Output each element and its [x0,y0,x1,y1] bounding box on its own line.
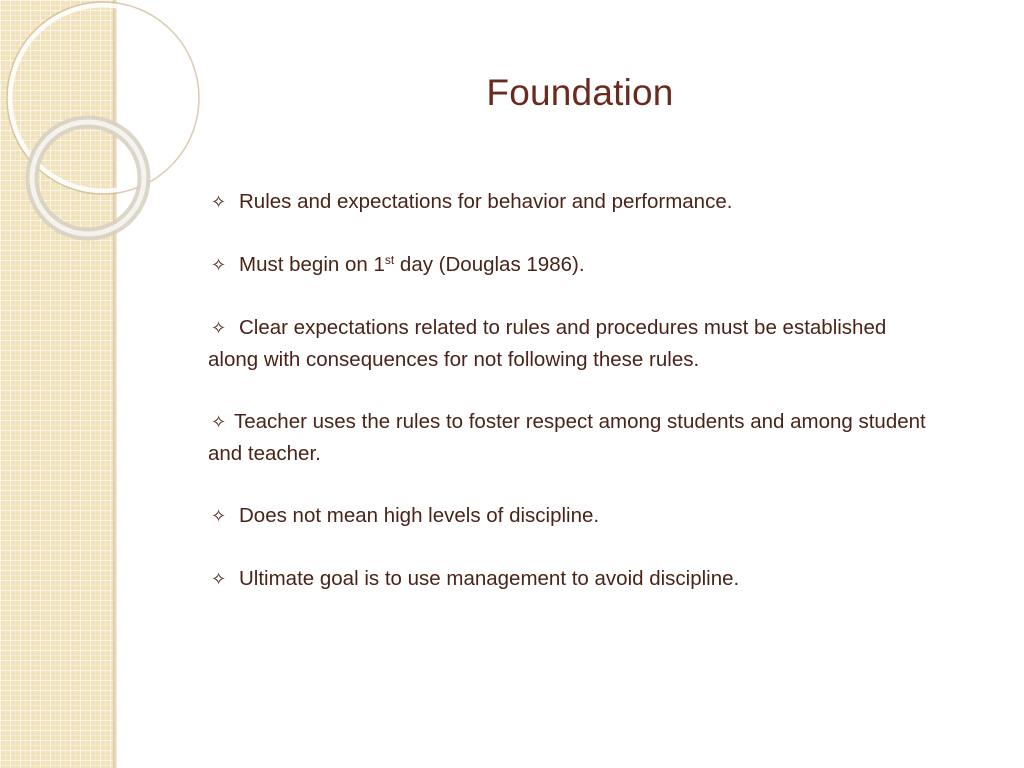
bullet-item [208,563,928,595]
bullet-list [208,186,928,626]
bullet-text: Clear expectations related to rules and procedures must be established along with consequences for not following these rules. [208,316,887,371]
bullet-text: Teacher uses the rules to foster respect among students and among student and teacher. [208,410,926,465]
bullet-item [208,186,928,218]
star-bullet-icon: ✧ [211,255,227,275]
bullet-text-part: Must begin on 1 [239,253,385,276]
star-bullet-icon: ✧ [211,192,227,212]
bullet-text: Ultimate goal is to use management to avoid discipline. [239,567,740,590]
bullet-item [208,249,928,281]
star-bullet-icon: ✧ [211,569,227,589]
ordinal-superscript: st [384,253,395,267]
star-bullet-icon: ✧ [211,318,227,338]
star-bullet-icon: ✧ [211,506,227,526]
bullet-text-part: day (Douglas 1986). [394,253,585,276]
bullet-text: Rules and expectations for behavior and performance. [239,190,733,213]
bullet-item [208,406,928,469]
star-bullet-icon: ✧ [211,412,227,432]
decorative-rings [0,0,220,260]
slide-title: Foundation [486,72,674,113]
bullet-item [208,500,928,532]
bullet-item [208,312,928,375]
bullet-text: Does not mean high levels of discipline. [239,504,600,527]
